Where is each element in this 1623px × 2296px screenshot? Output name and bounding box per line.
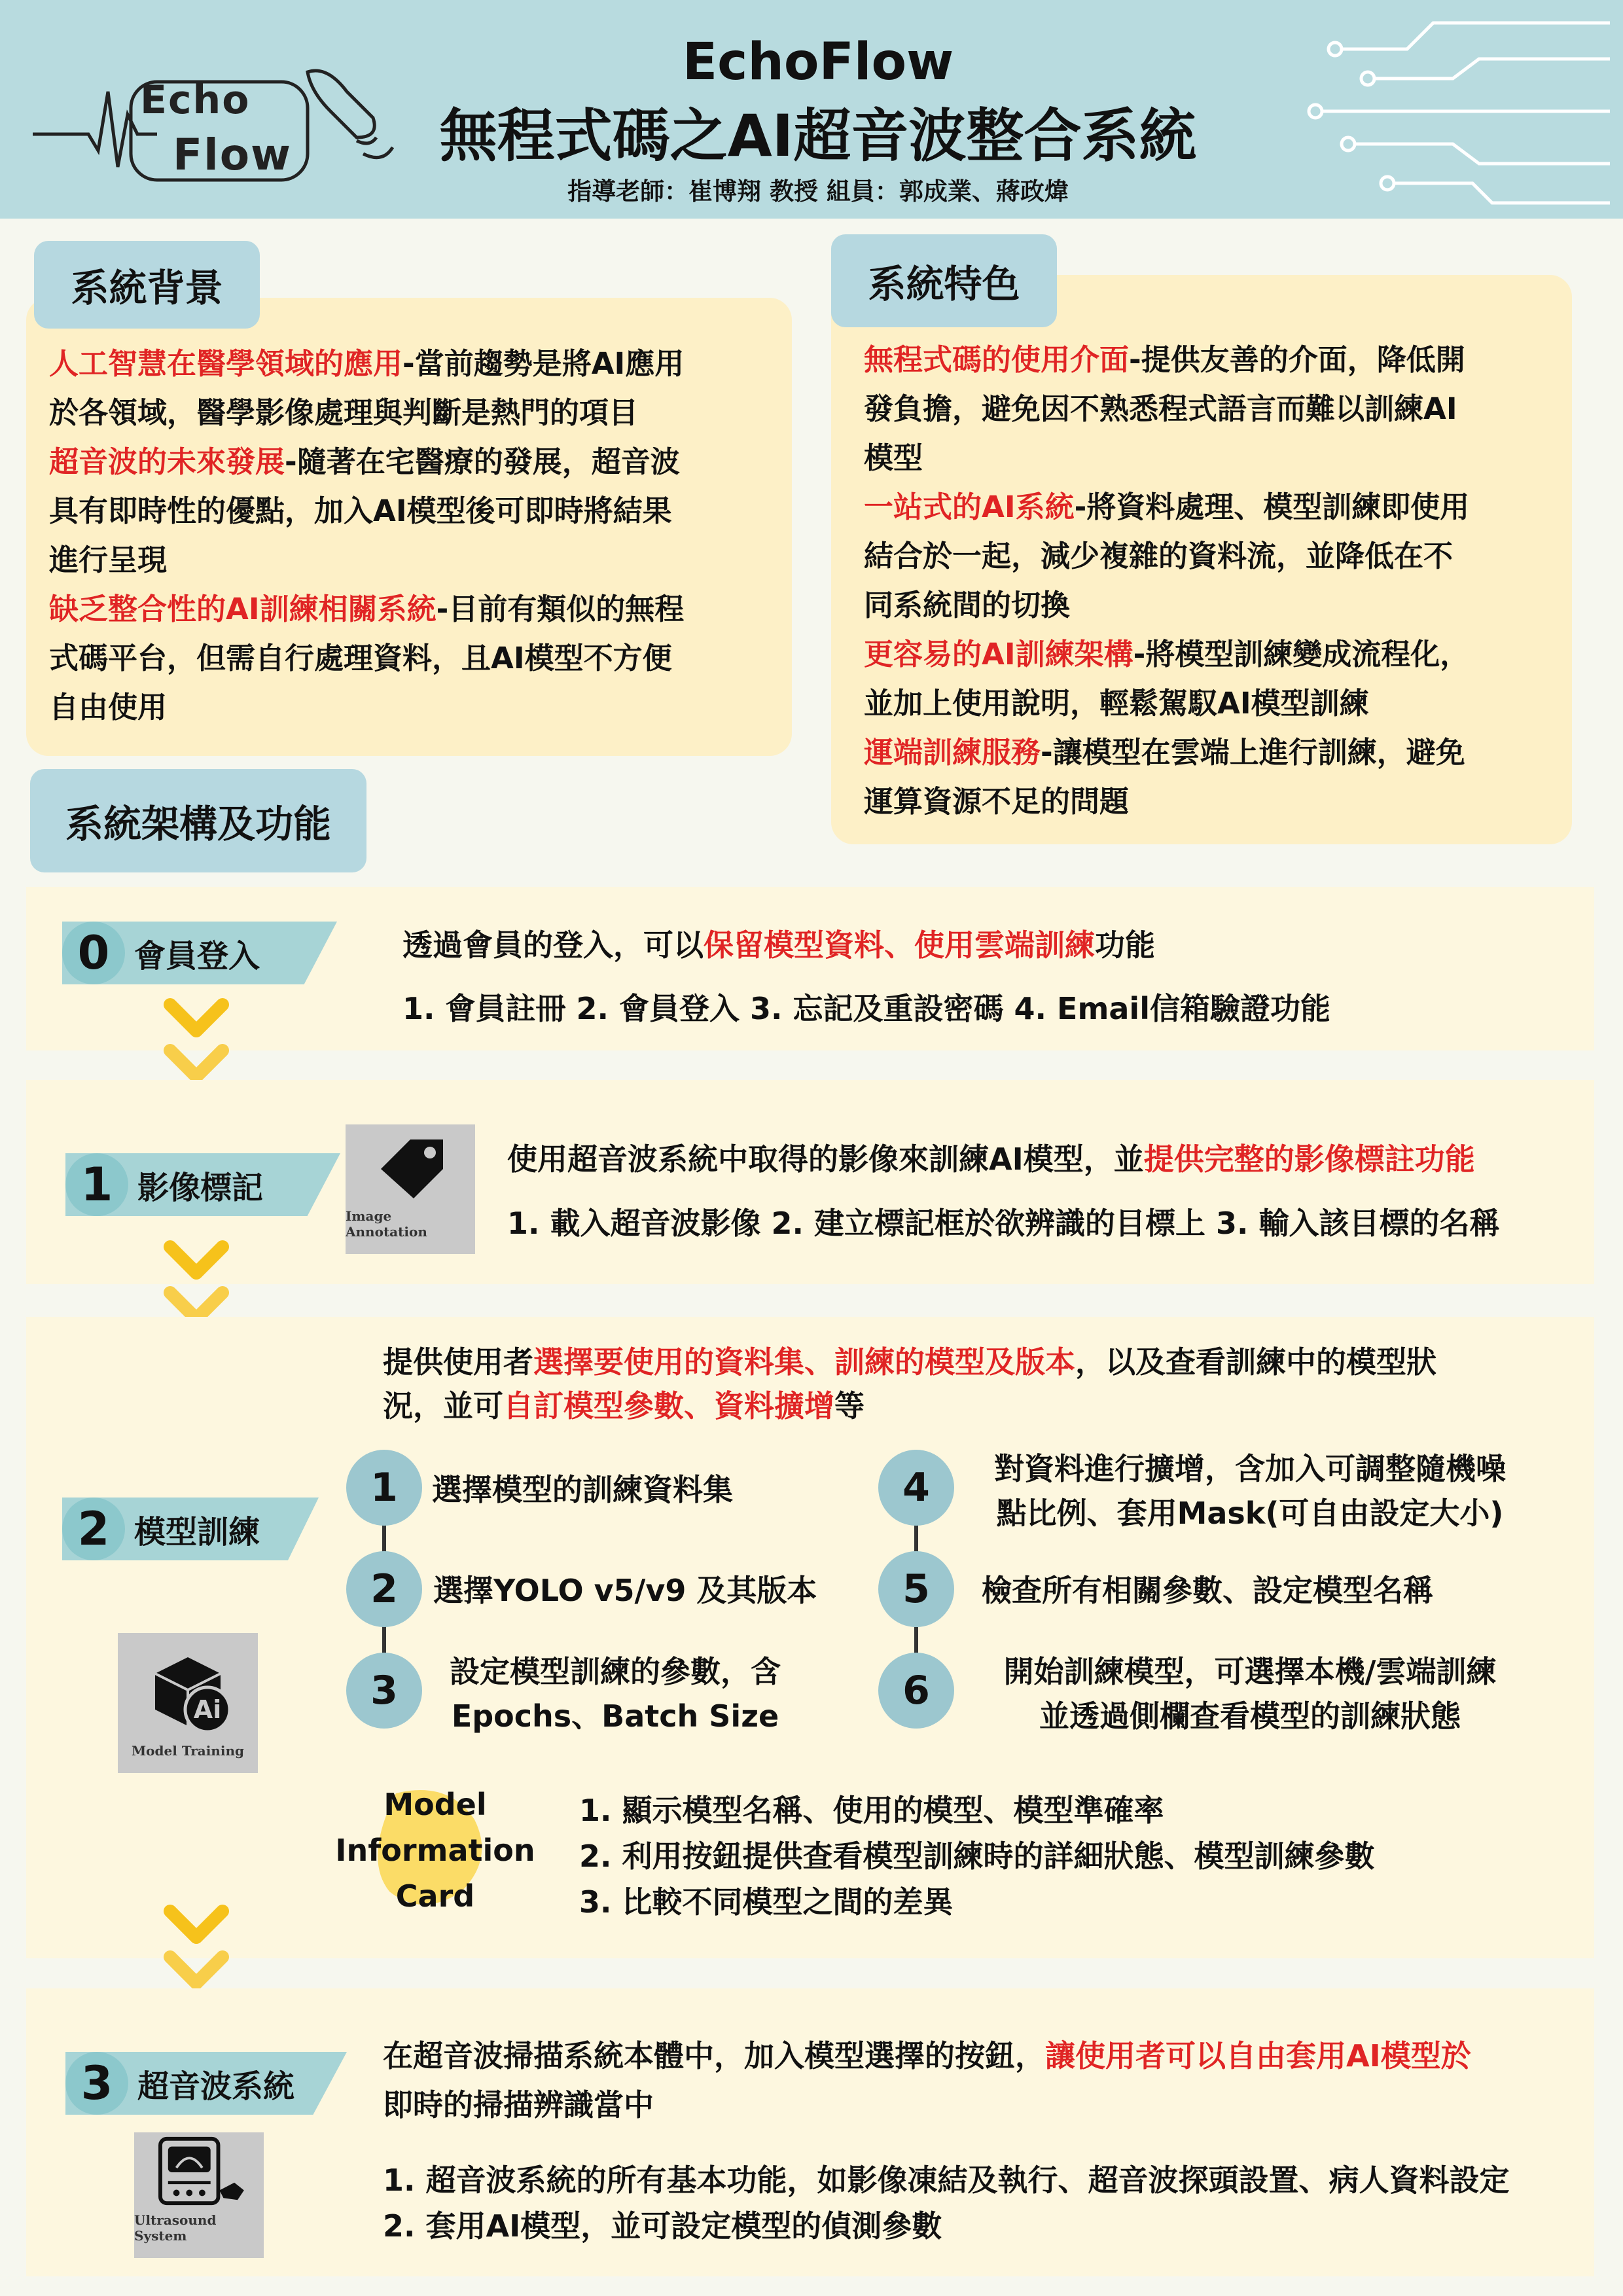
- badge-number: 0: [62, 922, 125, 984]
- text-highlight: 保留模型資料、使用雲端訓練: [704, 927, 1095, 963]
- background-line: -目前有類似的無程: [436, 592, 685, 626]
- architecture-tab: 系統架構及功能: [30, 769, 366, 872]
- login-line-2: 1. 會員註冊 2. 會員登入 3. 忘記及重設密碼 4. Email信箱驗證功能: [402, 991, 1330, 1026]
- features-line: -將資料處理、模型訓練即使用: [1074, 490, 1470, 524]
- background-line: 於各領域，醫學影像處理與判斷是熱門的項目: [49, 395, 639, 430]
- badge-label: 會員登入: [134, 937, 260, 975]
- text-part: 使用超音波系統中取得的影像來訓練AI模型，並: [507, 1141, 1144, 1177]
- background-line: 進行呈現: [49, 543, 168, 577]
- icon-caption: Ultrasound System: [134, 2212, 217, 2244]
- features-line: 結合於一起，減少複雜的資料流，並降低在不: [864, 539, 1454, 573]
- svg-text:Ai: Ai: [193, 1695, 222, 1724]
- header-banner: [0, 0, 1623, 219]
- feature-hl-1: 無程式碼的使用介面: [864, 342, 1130, 377]
- step-text: [969, 1649, 1531, 1738]
- features-line: 運算資源不足的問題: [864, 784, 1130, 819]
- step-line: 點比例、套用Mask(可自由設定大小): [996, 1496, 1504, 1531]
- card-title-line: Card: [395, 1878, 475, 1914]
- badge-number: 2: [62, 1498, 125, 1560]
- step-number: 5: [878, 1551, 954, 1627]
- badge-number: 1: [65, 1153, 128, 1216]
- text-part: 在超音波掃描系統本體中，加入模型選擇的按鈕，: [383, 2038, 1045, 2073]
- step-line: 選擇YOLO v5/v9 及其版本: [433, 1573, 817, 1608]
- features-line: -讓模型在雲端上進行訓練，避免: [1041, 735, 1465, 770]
- features-tab: 系統特色: [831, 234, 1057, 327]
- features-line: 發負擔，避免因不熟悉程式語言而難以訓練AI: [864, 391, 1457, 426]
- background-line: 式碼平台，但需自行處理資料，且AI模型不方便: [49, 641, 672, 675]
- text-part: 等: [834, 1388, 865, 1424]
- text-part: 況，並可: [383, 1388, 503, 1424]
- background-hl-3: 缺乏整合性的AI訓練相關系統: [49, 592, 437, 626]
- badge-login: [62, 922, 337, 984]
- card-item: 1. 顯示模型名稱、使用的模型、模型準確率: [579, 1793, 1164, 1828]
- features-line: -提供友善的介面，降低開: [1129, 342, 1465, 377]
- text-part: ，以及查看訓練中的模型狀: [1075, 1344, 1436, 1380]
- logo-echo: Echo: [140, 77, 251, 123]
- tag-icon: [368, 1130, 453, 1202]
- step-line: 設定模型訓練的參數，含: [450, 1654, 781, 1689]
- icon-caption: Model Training: [132, 1743, 244, 1759]
- background-hl-1: 人工智慧在醫學領域的應用: [49, 346, 403, 381]
- card-title-line: Model: [383, 1787, 487, 1822]
- step-text: [433, 1568, 817, 1613]
- step-text: [432, 1467, 733, 1512]
- ultrasound-system-box: [134, 2132, 264, 2258]
- background-line: -當前趨勢是將AI應用: [402, 346, 685, 381]
- training-intro-1: [383, 1338, 1436, 1382]
- model-training-box: [118, 1633, 258, 1773]
- step-line: Epochs、Batch Size: [451, 1698, 779, 1734]
- feature-hl-4: 運端訓練服務: [864, 735, 1041, 770]
- ultrasound-machine-icon: [147, 2132, 251, 2210]
- ultrasound-line-2: 即時的掃描辨識當中: [383, 2087, 654, 2123]
- annotation-line-1: [507, 1136, 1475, 1179]
- step-number: 1: [346, 1450, 422, 1526]
- background-line: 自由使用: [49, 690, 168, 725]
- ai-cube-icon: [135, 1647, 240, 1739]
- step-number: 2: [346, 1551, 422, 1627]
- step-line: 選擇模型的訓練資料集: [432, 1472, 733, 1507]
- step-line: 開始訓練模型，可選擇本機/雲端訓練: [1003, 1654, 1497, 1689]
- step-line: 對資料進行擴增，含加入可調整隨機噪: [994, 1451, 1506, 1486]
- card-item: 3. 比較不同模型之間的差異: [579, 1884, 954, 1920]
- background-text: [49, 339, 684, 732]
- badge-number: 3: [65, 2052, 128, 2115]
- ultrasound-item-1: 1. 超音波系統的所有基本功能，如影像凍結及執行、超音波探頭設置、病人資料設定: [383, 2162, 1510, 2198]
- card-item: 2. 利用按鈕提供查看模型訓練時的詳細狀態、模型訓練參數: [579, 1839, 1375, 1874]
- background-hl-2: 超音波的未來發展: [49, 444, 285, 479]
- login-line-1: [402, 922, 1155, 965]
- features-line: 模型: [864, 440, 923, 475]
- training-intro-2: [383, 1382, 865, 1426]
- feature-hl-2: 一站式的AI系統: [864, 490, 1075, 524]
- title-zh: 無程式碼之AI超音波整合系統: [439, 102, 1197, 170]
- credits: 指導老師：崔博翔 教授 組員：郭成業、蔣政煒: [567, 177, 1069, 206]
- features-text: [864, 335, 1469, 826]
- card-title-line: Information: [335, 1833, 535, 1868]
- step-number: 6: [878, 1653, 954, 1729]
- background-tab: 系統背景: [34, 241, 260, 329]
- background-line: 具有即時性的優點，加入AI模型後可即時將結果: [49, 493, 672, 528]
- background-line: -隨著在宅醫療的發展，超音波: [285, 444, 680, 479]
- step-number: 3: [346, 1653, 422, 1729]
- step-line: 並透過側欄查看模型的訓練狀態: [1039, 1698, 1461, 1734]
- features-line: 並加上使用說明，輕鬆駕馭AI模型訓練: [864, 686, 1369, 721]
- features-line: 同系統間的切換: [864, 588, 1071, 622]
- step-text: [969, 1446, 1531, 1535]
- image-annotation-box: [346, 1124, 475, 1254]
- badge-label: 超音波系統: [137, 2068, 295, 2105]
- text-highlight: 選擇要使用的資料集、訓練的模型及版本: [533, 1344, 1075, 1380]
- text-highlight: 自訂模型參數、資料擴增: [503, 1388, 834, 1424]
- ultrasound-item-2: 2. 套用AI模型，並可設定模型的偵測參數: [383, 2208, 942, 2244]
- step-text: [432, 1649, 798, 1738]
- step-text: [982, 1568, 1505, 1613]
- step-line: 檢查所有相關參數、設定模型名稱: [982, 1573, 1433, 1608]
- circuit-decoration-icon: [1257, 13, 1610, 209]
- text-highlight: 提供完整的影像標註功能: [1143, 1141, 1475, 1177]
- badge-training: [62, 1498, 319, 1560]
- text-part: 透過會員的登入，可以: [402, 927, 704, 963]
- text-highlight: 讓使用者可以自由套用AI模型於: [1045, 2038, 1471, 2073]
- feature-hl-3: 更容易的AI訓練架構: [864, 637, 1133, 672]
- ultrasound-line-1: [383, 2032, 1471, 2075]
- step-number: 4: [878, 1450, 954, 1526]
- features-line: -將模型訓練變成流程化，: [1133, 637, 1470, 672]
- badge-label: 模型訓練: [134, 1513, 260, 1551]
- model-info-card-title: [334, 1782, 537, 1919]
- annotation-line-2: 1. 載入超音波影像 2. 建立標記框於欲辨識的目標上 3. 輸入該目標的名稱: [507, 1206, 1500, 1241]
- title-en: EchoFlow: [682, 33, 954, 92]
- text-part: 提供使用者: [383, 1344, 533, 1380]
- icon-caption: Image Annotation: [346, 1208, 427, 1240]
- badge-label: 影像標記: [137, 1169, 264, 1206]
- text-part: 功能: [1095, 927, 1155, 963]
- badge-annotation: [65, 1153, 340, 1216]
- logo-flow: Flow: [173, 130, 293, 180]
- badge-ultrasound: [65, 2052, 347, 2115]
